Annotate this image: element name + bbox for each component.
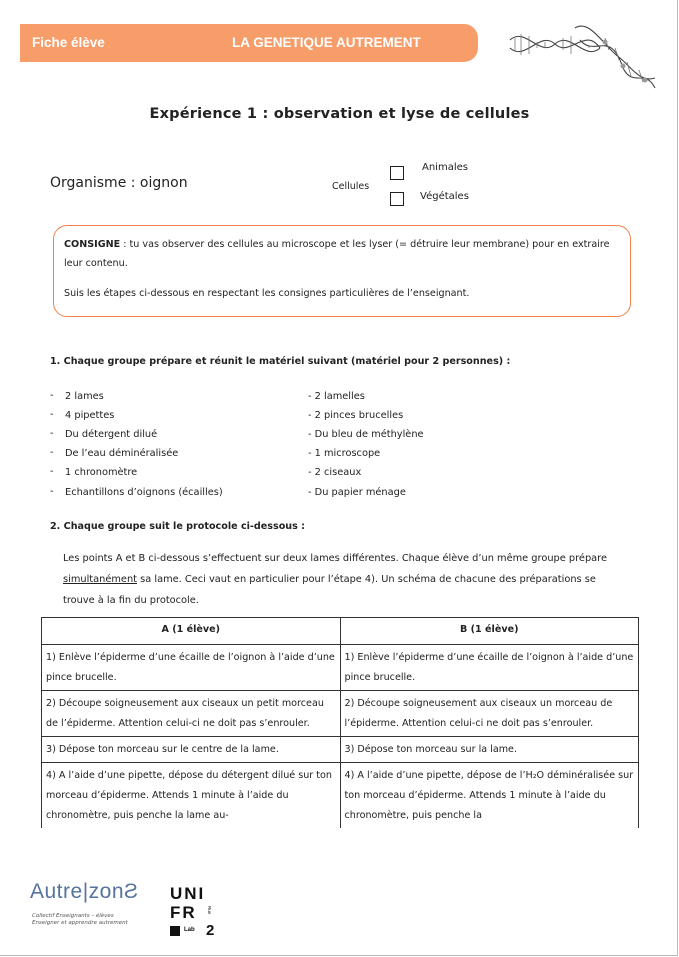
animales-label: Animales [422, 162, 468, 173]
table-cell: 2) Découpe soigneusement aux ciseaux un petit morceau de l’épiderme. Attention celui-ci ne doit pas s’enrouler. [42, 691, 341, 737]
logo-text-lab: Lab [184, 927, 195, 933]
column-header-a: A (1 élève) [42, 618, 341, 645]
header-left-label: Fiche élève [32, 35, 105, 50]
unifr-logo [170, 884, 230, 944]
bullet-dash: - [50, 409, 54, 420]
bullet-dash: - [50, 390, 54, 401]
organisme-label: Organisme : oignon [50, 175, 188, 191]
dna-illustration [505, 18, 660, 98]
section1-heading: 1. Chaque groupe prépare et réunit le matériel suivant (matériel pour 2 personnes) : [50, 356, 511, 367]
table-cell: 1) Enlève l’épiderme d’une écaille de l’oignon à l’aide d’une pince brucelle. [340, 645, 639, 691]
bullet-dash: - [50, 466, 54, 477]
header-title: LA GENETIQUE AUTREMENT [232, 35, 421, 50]
logo-text-uni: UNI [170, 884, 206, 903]
intro-underlined: simultanément [63, 574, 138, 585]
materiel-item: - 2 pinces brucelles [308, 410, 404, 421]
materiel-item: - 2 lamelles [308, 391, 365, 402]
materiel-item: - 2 ciseaux [308, 467, 362, 478]
logo-square [170, 926, 180, 936]
header-banner [20, 24, 478, 62]
bullet-dash: - [50, 428, 54, 439]
bullet-dash: - [50, 486, 54, 497]
table-row [42, 737, 639, 763]
materiel-item: - Du bleu de méthylène [308, 429, 424, 440]
table-cell: 3) Dépose ton morceau sur le centre de la lame. [42, 737, 341, 763]
logo-name: Autre|zonƧ [30, 880, 139, 903]
materiel-item: Echantillons d’oignons (écailles) [65, 487, 223, 498]
table-header-row [42, 618, 639, 645]
table-row [42, 691, 639, 737]
materiel-item: Du détergent dilué [65, 429, 158, 440]
materiel-item: - 1 microscope [308, 448, 381, 459]
section2-heading: 2. Chaque groupe suit le protocole ci-dessous : [50, 521, 306, 532]
page-title: Expérience 1 : observation et lyse de cellules [149, 106, 530, 122]
consigne-lead: CONSIGNE [64, 239, 121, 250]
table-cell: 1) Enlève l’épiderme d’une écaille de l’oignon à l’aide d’une pince brucelle. [42, 645, 341, 691]
materiel-item: - Du papier ménage [308, 487, 406, 498]
materiel-item: De l’eau déminéralisée [65, 448, 179, 459]
table-cell: 4) A l’aide d’une pipette, dépose du détergent dilué sur ton morceau d’épiderme. Attends 1 minute à l’aide du chronomètre, puis penche la lame au- [42, 763, 341, 829]
materiel-item: 2 lames [65, 391, 104, 402]
intro-text: Les points A et B ci-dessous s’effectuent sur deux lames différentes. Chaque élève d’un même groupe prépare [63, 553, 608, 564]
column-header-b: B (1 élève) [340, 618, 639, 645]
table-row [42, 645, 639, 691]
protocol-table [41, 617, 639, 828]
vegetales-label: Végétales [420, 191, 469, 202]
intro-text-end: sa lame. Ceci vaut en particulier pour l’étape 4). Un schéma de chacune des préparations se trouve à la fin du protocole. [63, 574, 596, 606]
consigne-box [53, 225, 631, 317]
materiel-item: 1 chronomètre [65, 467, 138, 478]
table-cell: 2) Découpe soigneusement aux ciseaux un morceau de l’épiderme. Attention celui-ci ne doit pas s’enrouler. [340, 691, 639, 737]
logo-tagline-1: Collectif Enseignants – élèves [32, 913, 114, 919]
cellules-label: Cellules [332, 181, 370, 192]
table-row [42, 763, 639, 829]
materiel-item: 4 pipettes [65, 410, 115, 421]
protocol-intro [63, 548, 619, 611]
table-cell: 3) Dépose ton morceau sur la lame. [340, 737, 639, 763]
consigne-text: : tu vas observer des cellules au microscope et les lyser (= détruire leur membrane) pour en extraire leur contenu. [64, 239, 610, 269]
consigne-paragraph [64, 235, 626, 273]
logo-text-rue: Rue [207, 906, 212, 915]
table-cell: 4) A l’aide d’une pipette, dépose de l’H₂O déminéralisée sur ton morceau d’épiderme. Attends 1 minute à l’aide du chronomètre, puis penche la [340, 763, 639, 829]
bullet-dash: - [50, 447, 54, 458]
animales-checkbox[interactable] [390, 166, 404, 180]
logo-text-fr: FR [170, 903, 197, 922]
logo-text-number: 2 [206, 922, 215, 939]
logo-tagline-2: Enseigner et apprendre autrement [32, 920, 128, 926]
consigne-paragraph-2: Suis les étapes ci-dessous en respectant les consignes particulières de l’enseignant. [64, 288, 470, 299]
vegetales-checkbox[interactable] [390, 192, 404, 206]
autrezone-logo [22, 876, 139, 934]
